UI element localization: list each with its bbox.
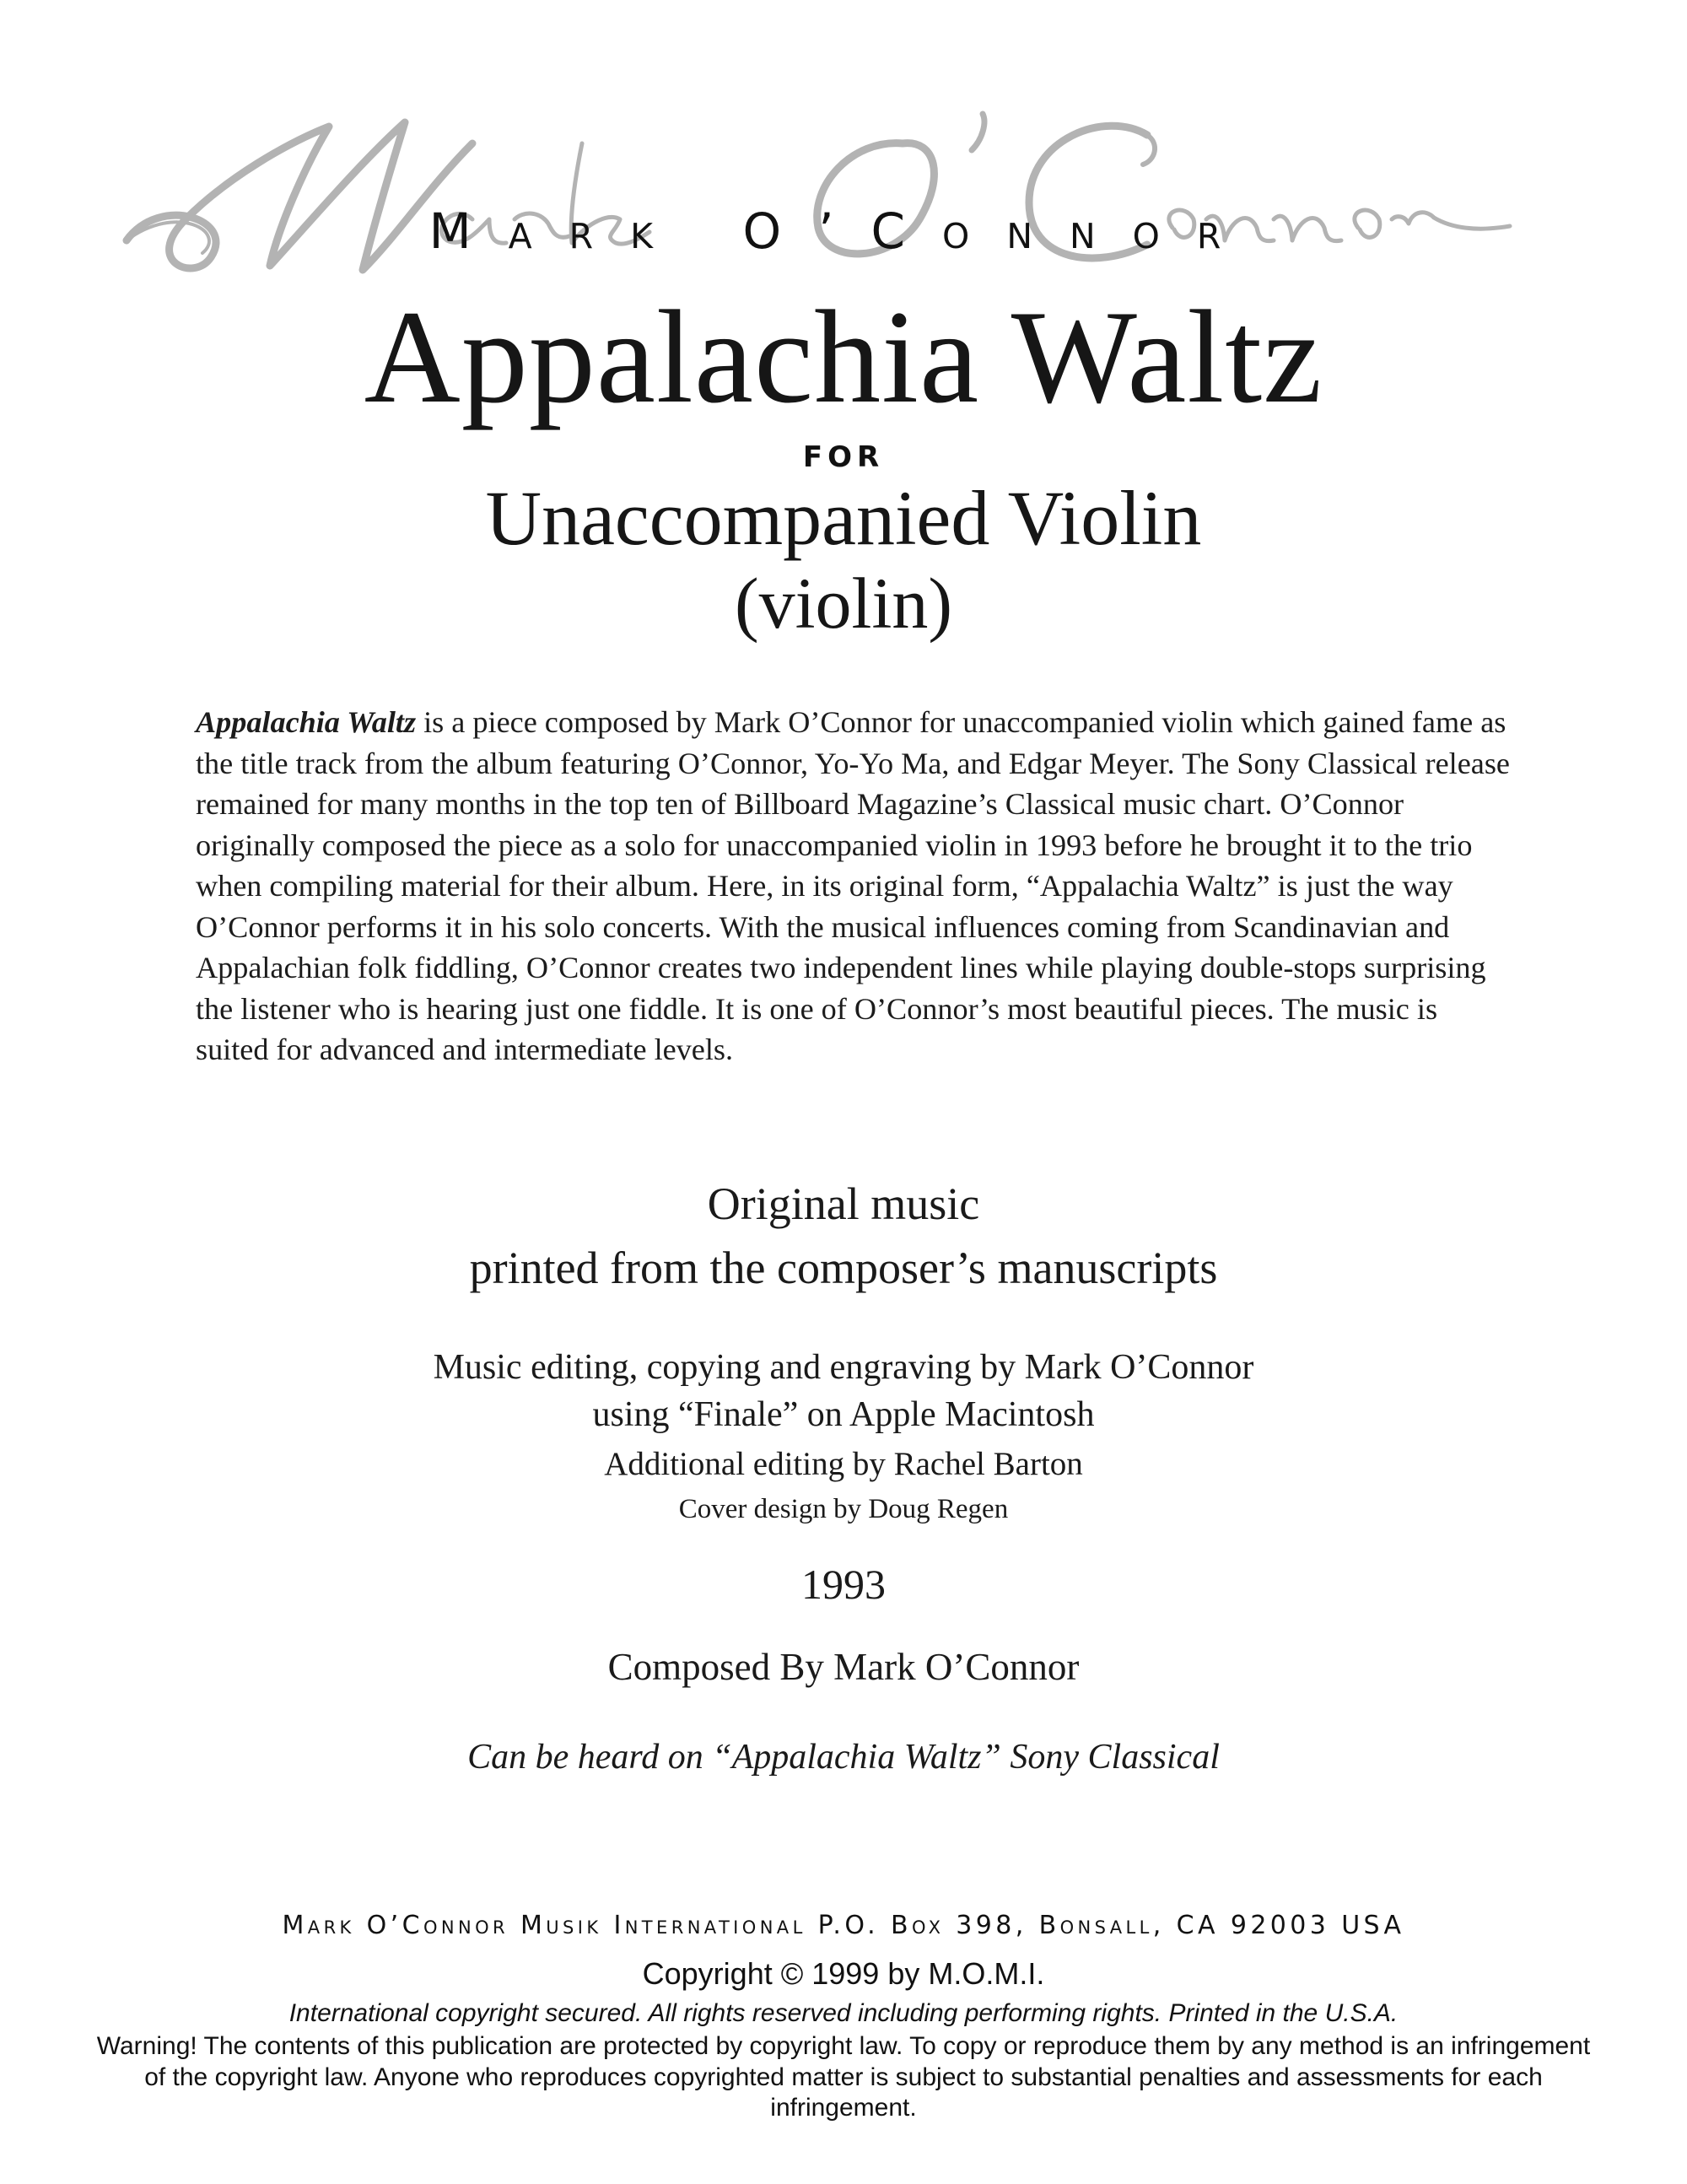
- original-music-line: Original music: [707, 1178, 980, 1229]
- heard-on: Can be heard on “Appalachia Waltz” Sony Classical: [467, 1738, 1220, 1777]
- publisher-address-text: Mark O’Connor Musik International P.O. Box 398, Bonsall, CA 92003 USA: [282, 1911, 1405, 1940]
- description-lead: Appalachia Waltz: [196, 705, 417, 739]
- year: 1993: [801, 1561, 886, 1608]
- credit-cover-design: Cover design by Doug Regen: [678, 1494, 1009, 1524]
- composer-name: Mark O’Connor: [428, 202, 1259, 260]
- credit-engraving: Music editing, copying and engraving by Mark O’Connor: [433, 1348, 1254, 1387]
- instrument: (violin): [735, 563, 952, 644]
- description-body: is a piece composed by Mark O’Connor for unaccompanied violin which gained fame as the title track from the album featuring O’Connor, Yo-Yo Ma, and Edgar Meyer. The Sony Classical release remained for many months in the top ten of Billboard Magazine’s Classical music chart. O’Connor originally composed the piece as a solo for unaccompanied violin in 1993 before he brought it to the trio when compiling material for their album. Here, in its original form, “Appalachia Waltz” is just the way O’Connor performs it in his solo concerts. With the musical influences coming from Scandinavian and Appalachian folk fiddling, O’Connor creates two independent lines while playing double-stops surprising the listener who is hearing just one fiddle. It is one of O’Connor’s most beautiful pieces. The music is suited for advanced and intermediate levels.: [196, 705, 1510, 1066]
- for-label-text: FOR: [802, 440, 885, 474]
- page-title: Appalachia Waltz: [364, 283, 1323, 431]
- for-label: [0, 440, 1687, 474]
- description-paragraph: [196, 702, 1512, 1070]
- composer-header: [0, 202, 1687, 260]
- credit-additional-editing: Additional editing by Rachel Barton: [604, 1446, 1083, 1482]
- credit-software: using “Finale” on Apple Macintosh: [592, 1395, 1095, 1434]
- copyright-notice: Copyright © 1999 by M.O.M.I.: [642, 1956, 1045, 1991]
- copyright-warning: Warning! The contents of this publication are protected by copyright law. To copy or reproduce them by any method is an infringement of the copyright law. Anyone who reproduces copyrighted matter is subject to substantial penalties and assessments for each infringement.: [96, 2032, 1591, 2122]
- international-rights: International copyright secured. All rights reserved including performing rights. Printed in the U.S.A.: [288, 1999, 1399, 2027]
- subtitle: Unaccompanied Violin: [485, 475, 1202, 561]
- publisher-address: [0, 1911, 1687, 1940]
- composed-by: Composed By Mark O’Connor: [607, 1646, 1080, 1688]
- manuscripts-line: printed from the composer’s manuscripts: [469, 1243, 1218, 1293]
